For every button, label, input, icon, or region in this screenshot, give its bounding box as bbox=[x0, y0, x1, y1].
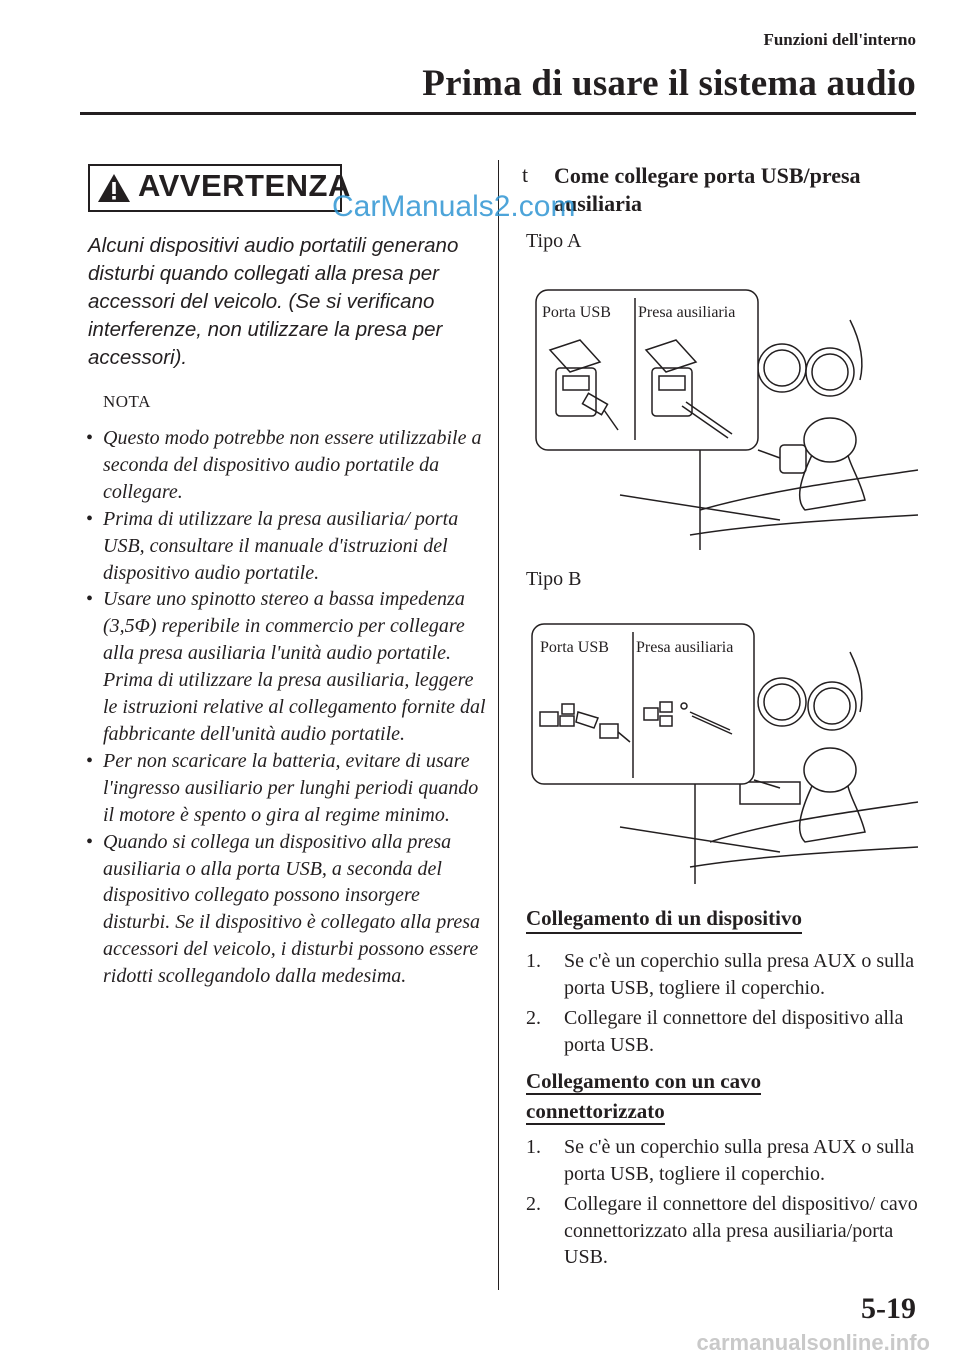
nota-item bbox=[86, 506, 486, 587]
usb-label-a: Porta USB bbox=[542, 304, 611, 321]
nota-item-text: Quando si collega un dispositivo alla presa ausiliaria o alla porta USB, a seconda del dispositivo collegato possono insorgere disturbi. Se il dispositivo è collegato alla presa accessori del veicolo, i disturbi possono essere ridotti scollegandolo dalla medesima. bbox=[103, 830, 481, 988]
device-heading-wrap bbox=[526, 906, 802, 931]
nota-list bbox=[86, 425, 486, 990]
bullet: • bbox=[86, 427, 94, 449]
cable-heading-line2: connettorizzato bbox=[526, 1099, 665, 1123]
nota-label: NOTA bbox=[103, 392, 151, 411]
step-number: 2. bbox=[526, 1007, 541, 1029]
device-steps bbox=[526, 948, 926, 1062]
step-item bbox=[526, 1191, 926, 1271]
step-item bbox=[526, 1134, 926, 1187]
step-text: Collegare il connettore del dispositivo alla porta USB. bbox=[564, 1007, 904, 1056]
section-title: Come collegare porta USB/presa ausiliaria bbox=[554, 163, 861, 216]
device-heading: Collegamento di un dispositivo bbox=[526, 906, 802, 934]
section-marker: t bbox=[522, 162, 529, 187]
nota-item-text: Prima di utilizzare la presa ausiliaria/ porta USB, consultare il manuale d'istruzioni del dispositivo audio portatile. bbox=[103, 507, 459, 584]
warning-text: Alcuni dispositivi audio portatili generano disturbi quando collegati alla presa per accessori del veicolo. (Se si verificano interferenze, non utilizzare la presa per accessori). bbox=[88, 234, 459, 369]
cable-heading-line1: Collegamento con un cavo bbox=[526, 1069, 762, 1093]
nota-item-text: Per non scaricare la batteria, evitare di usare l'ingresso ausiliario per lunghi periodi quando il motore è spento o gira al regime minimo. bbox=[103, 749, 479, 826]
aux-label-a: Presa ausiliaria bbox=[638, 304, 736, 321]
figure-tipo-a bbox=[520, 280, 920, 560]
nota-item-text: Usare uno spinotto stereo a bassa impedenza (3,5Φ) reperibile in commercio per collegare alla presa ausiliaria l'unità audio portatile. Prima di utilizzare la presa ausiliaria, leggere le istruzioni relative al collegamento fornite dal fabbricante dell'unità audio portatile. bbox=[103, 588, 486, 745]
page-number: 5-19 bbox=[861, 1292, 916, 1325]
tipo-a-label: Tipo A bbox=[526, 230, 582, 252]
bullet: • bbox=[86, 507, 94, 530]
figure-tipo-b bbox=[520, 612, 920, 892]
column-divider bbox=[498, 160, 499, 1290]
watermark-bottom: carmanualsonline.info bbox=[696, 1330, 930, 1355]
cable-steps bbox=[526, 1134, 926, 1275]
cable-heading bbox=[526, 1066, 761, 1126]
step-number: 2. bbox=[526, 1193, 541, 1215]
header-rule bbox=[80, 112, 916, 115]
nota-item bbox=[86, 748, 486, 829]
step-text: Collegare il connettore del dispositivo/ cavo connettorizzato alla presa ausiliaria/porta USB. bbox=[564, 1193, 918, 1268]
bullet: • bbox=[86, 749, 94, 772]
nota-item-text: Questo modo potrebbe non essere utilizzabile a seconda del dispositivo audio portatile da collegare. bbox=[103, 427, 482, 503]
bullet: • bbox=[86, 588, 94, 611]
nota-item bbox=[86, 425, 486, 506]
step-text: Se c'è un coperchio sulla presa AUX o sulla porta USB, togliere il coperchio. bbox=[564, 1136, 915, 1185]
usb-label-b: Porta USB bbox=[540, 639, 609, 656]
nota-item bbox=[86, 829, 486, 990]
aux-label-b: Presa ausiliaria bbox=[636, 639, 734, 656]
bullet: • bbox=[86, 830, 94, 853]
step-text: Se c'è un coperchio sulla presa AUX o sulla porta USB, togliere il coperchio. bbox=[564, 950, 915, 999]
step-item bbox=[526, 948, 926, 1001]
tipo-b-label: Tipo B bbox=[526, 568, 582, 590]
step-item bbox=[526, 1005, 926, 1058]
watermark-top: CarManuals2.com bbox=[332, 190, 576, 223]
step-number: 1. bbox=[526, 950, 541, 972]
warning-triangle-icon bbox=[96, 172, 132, 204]
nota-item bbox=[86, 586, 486, 747]
header-section-label: Funzioni dell'interno bbox=[763, 30, 916, 49]
page-title: Prima di usare il sistema audio bbox=[422, 63, 916, 104]
warning-label: AVVERTENZA bbox=[138, 168, 351, 203]
step-number: 1. bbox=[526, 1136, 541, 1158]
